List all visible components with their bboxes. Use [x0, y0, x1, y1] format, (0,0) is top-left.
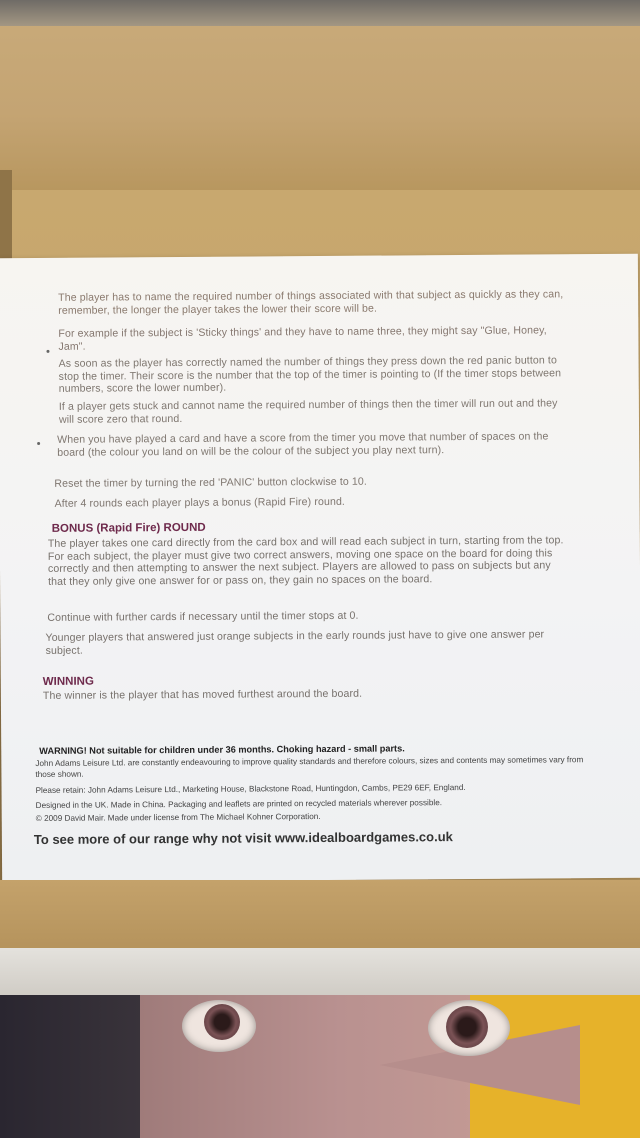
rules-paragraph-4: If a player gets stuck and cannot name the required number of things then the timer will run out and they will score zero that round.: [58, 397, 558, 426]
rules-paragraph-7: After 4 rounds each player plays a bonus (Rapid Fire) round.: [54, 495, 346, 510]
rules-paragraph-5: When you have played a card and have a score from the timer you move that number of spaces on the board (the colour you land on will be the colour of the subject you play next turn).: [57, 430, 549, 459]
bonus-paragraph-1: The player takes one card directly from the card box and will read each subject in turn, starting from the top. For each subject, the player must give two correct answers, moving one space on the board for doing this correctly and then attempting to answer the next subject. Players are allowed to pass on subjects but any that they only give one answer for or pass on, they gain no spaces on the board.: [47, 534, 564, 588]
warning-title: WARNING! Not suitable for children under 36 months. Choking hazard - small parts.: [39, 743, 405, 756]
bonus-paragraph-2: Continue with further cards if necessary until the timer stops at 0.: [47, 609, 359, 624]
rules-paragraph-1: The player has to name the required number of things associated with that subject as quickly as they can, remember, the longer the player takes the lower their score will be.: [58, 288, 564, 317]
winning-heading: WINNING: [42, 675, 94, 688]
artwork-dark-area: [0, 995, 150, 1138]
cardboard-box-lid: [0, 0, 640, 190]
small-print-1: John Adams Leisure Ltd. are constantly endeavouring to improve quality standards and therefore colours, sizes and contents may sometimes vary from those shown.: [35, 755, 584, 779]
artwork-eye-left: [182, 1000, 256, 1052]
bullet-mark: [37, 442, 40, 445]
artwork-iris-right: [446, 1006, 488, 1048]
bonus-paragraph-3: Younger players that answered just orange subjects in the early rounds just have to give one answer per subject.: [45, 628, 545, 657]
box-front-flap: [0, 948, 640, 998]
artwork-iris-left: [204, 1004, 240, 1040]
small-print-4: © 2009 David Mair. Made under license from The Michael Kohner Corporation.: [35, 812, 321, 823]
rules-paragraph-3: As soon as the player has correctly named the number of things they press down the red panic button to stop the timer. Their score is the number that the top of the timer is pointing to (If the timer stops between numbers, score the lower number).: [58, 354, 562, 395]
website-visit-line: To see more of our range why not visit www.idealboardgames.co.uk: [33, 829, 453, 848]
small-print-3: Designed in the UK. Made in China. Packaging and leaflets are printed on recycled materials wherever possible.: [35, 798, 443, 810]
box-bottom-wall: [0, 880, 640, 950]
rules-paragraph-2: For example if the subject is 'Sticky things' and they have to name three, they might say "Glue, Honey, Jam".: [58, 324, 547, 353]
bonus-round-heading: BONUS (Rapid Fire) ROUND: [51, 521, 206, 535]
rules-sheet: [0, 254, 640, 882]
box-lid-edge: [0, 0, 640, 26]
winning-text: The winner is the player that has moved furthest around the board.: [42, 687, 363, 702]
small-print-2: Please retain: John Adams Leisure Ltd., Marketing House, Blackstone Road, Huntingdon, Cambs, PE29 6EF, England.: [35, 782, 466, 795]
bullet-mark: [46, 350, 49, 353]
artwork-eye-right: [428, 1000, 510, 1056]
rules-paragraph-6: Reset the timer by turning the red 'PANIC' button clockwise to 10.: [54, 475, 367, 490]
